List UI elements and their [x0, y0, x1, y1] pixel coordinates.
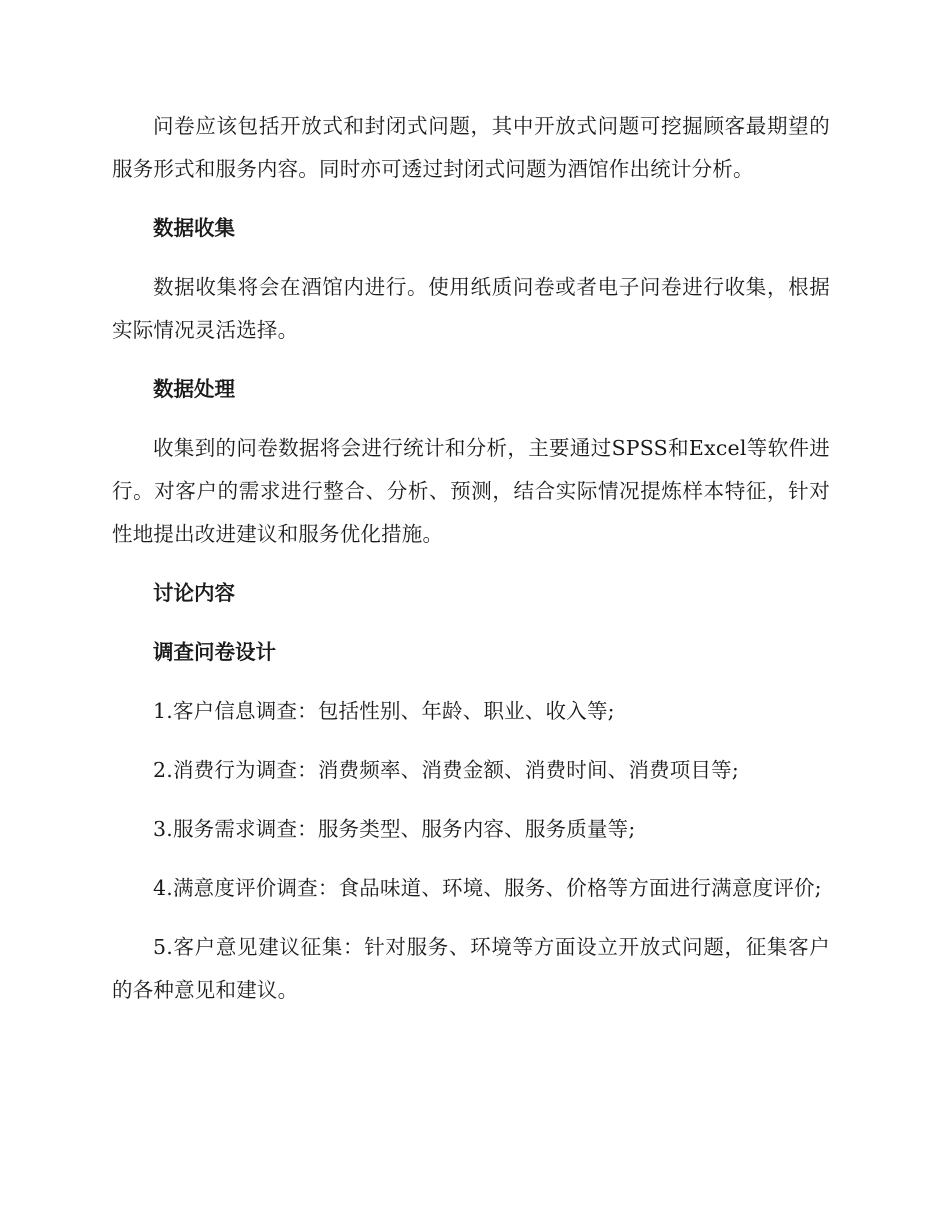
heading-discussion: 讨论内容	[153, 581, 235, 605]
paragraph-data-collection: 数据收集将会在酒馆内进行。使用纸质问卷或者电子问卷进行收集，根据实际情况灵活选择。	[112, 275, 830, 342]
heading-data-collection: 数据收集	[153, 216, 235, 240]
paragraph-data-processing: 收集到的问卷数据将会进行统计和分析，主要通过SPSS和Excel等软件进行。对客户的需求进行整合、分析、预测，结合实际情况提炼样本特征，针对性地提出改进建议和服务优化措施。	[112, 436, 830, 546]
paragraph-questionnaire-types: 问卷应该包括开放式和封闭式问题，其中开放式问题可挖掘顾客最期望的服务形式和服务内容。同时亦可透过封闭式问题为酒馆作出统计分析。	[112, 114, 830, 181]
list-item-consumption-behavior: 2.消费行为调查：消费频率、消费金额、消费时间、消费项目等;	[153, 758, 739, 782]
heading-data-processing: 数据处理	[153, 377, 235, 401]
heading-questionnaire-design: 调查问卷设计	[153, 640, 276, 664]
list-item-satisfaction: 4.满意度评价调查：食品味道、环境、服务、价格等方面进行满意度评价;	[153, 876, 822, 900]
list-item-suggestions: 5.客户意见建议征集：针对服务、环境等方面设立开放式问题，征集客户的各种意见和建议。	[112, 935, 830, 1002]
list-item-service-demand: 3.服务需求调查：服务类型、服务内容、服务质量等;	[153, 817, 636, 841]
document-body	[112, 105, 830, 1028]
list-item-customer-info: 1.客户信息调查：包括性别、年龄、职业、收入等;	[153, 699, 615, 723]
